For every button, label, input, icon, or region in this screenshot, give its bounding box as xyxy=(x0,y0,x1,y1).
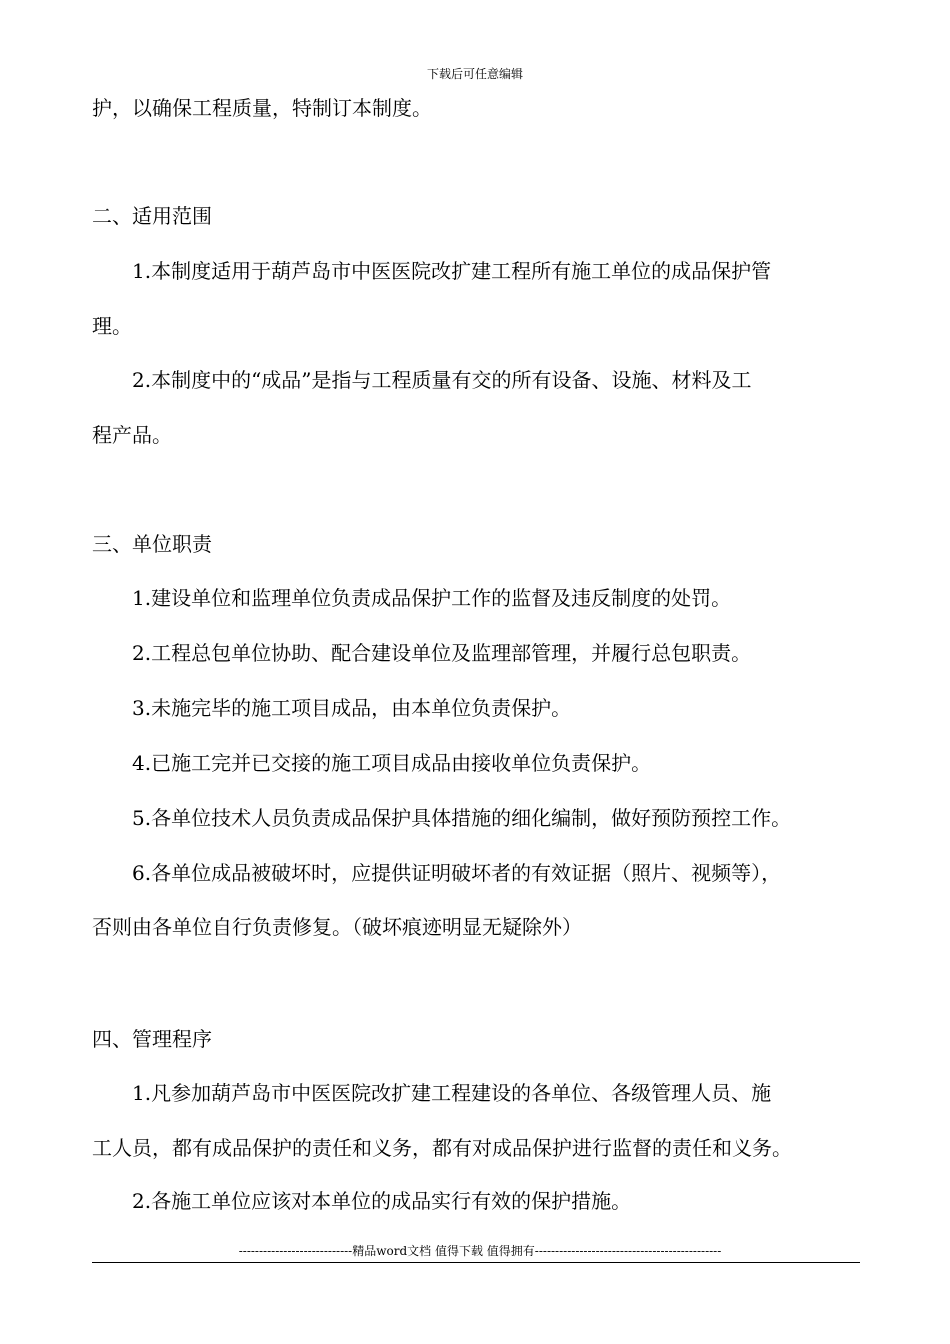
paragraph-intro-tail: 护，以确保工程质量，特制订本制度。 xyxy=(92,96,432,120)
scope-item-2-line-1: 2.本制度中的“成品”是指与工程质量有交的所有设备、设施、材料及工 xyxy=(132,368,752,392)
responsibility-item-1: 1.建设单位和监理单位负责成品保护工作的监督及违反制度的处罚。 xyxy=(132,586,732,610)
footer-divider xyxy=(92,1262,860,1263)
procedure-item-1-line-2: 工人员，都有成品保护的责任和义务，都有对成品保护进行监督的责任和义务。 xyxy=(92,1136,792,1160)
page-footer-note: ----------------------------精品word文档 值得下载 值得拥有---------------------------------------------- xyxy=(238,1244,722,1258)
section-heading-procedures: 四、管理程序 xyxy=(92,1027,212,1051)
responsibility-item-6-line-2: 否则由各单位自行负责修复。（破坏痕迹明显无疑除外） xyxy=(92,915,582,939)
procedure-item-1-line-1: 1.凡参加葫芦岛市中医医院改扩建工程建设的各单位、各级管理人员、施 xyxy=(132,1081,772,1105)
responsibility-item-3: 3.未施完毕的施工项目成品，由本单位负责保护。 xyxy=(132,696,572,720)
responsibility-item-5: 5.各单位技术人员负责成品保护具体措施的细化编制，做好预防预控工作。 xyxy=(132,806,792,830)
responsibility-item-2: 2.工程总包单位协助、配合建设单位及监理部管理，并履行总包职责。 xyxy=(132,641,752,665)
section-heading-responsibilities: 三、单位职责 xyxy=(92,532,212,556)
scope-item-1-line-2: 理。 xyxy=(92,314,132,338)
responsibility-item-6-line-1: 6.各单位成品被破坏时，应提供证明破坏者的有效证据（照片、视频等）， xyxy=(132,861,782,885)
responsibility-item-4: 4.已施工完并已交接的施工项目成品由接收单位负责保护。 xyxy=(132,751,652,775)
scope-item-1-line-1: 1.本制度适用于葫芦岛市中医医院改扩建工程所有施工单位的成品保护管 xyxy=(132,259,772,283)
section-heading-scope: 二、适用范围 xyxy=(92,204,212,228)
page-header-note: 下载后可任意编辑 xyxy=(426,67,523,81)
scope-item-2-line-2: 程产品。 xyxy=(92,423,172,447)
procedure-item-2: 2.各施工单位应该对本单位的成品实行有效的保护措施。 xyxy=(132,1189,632,1213)
